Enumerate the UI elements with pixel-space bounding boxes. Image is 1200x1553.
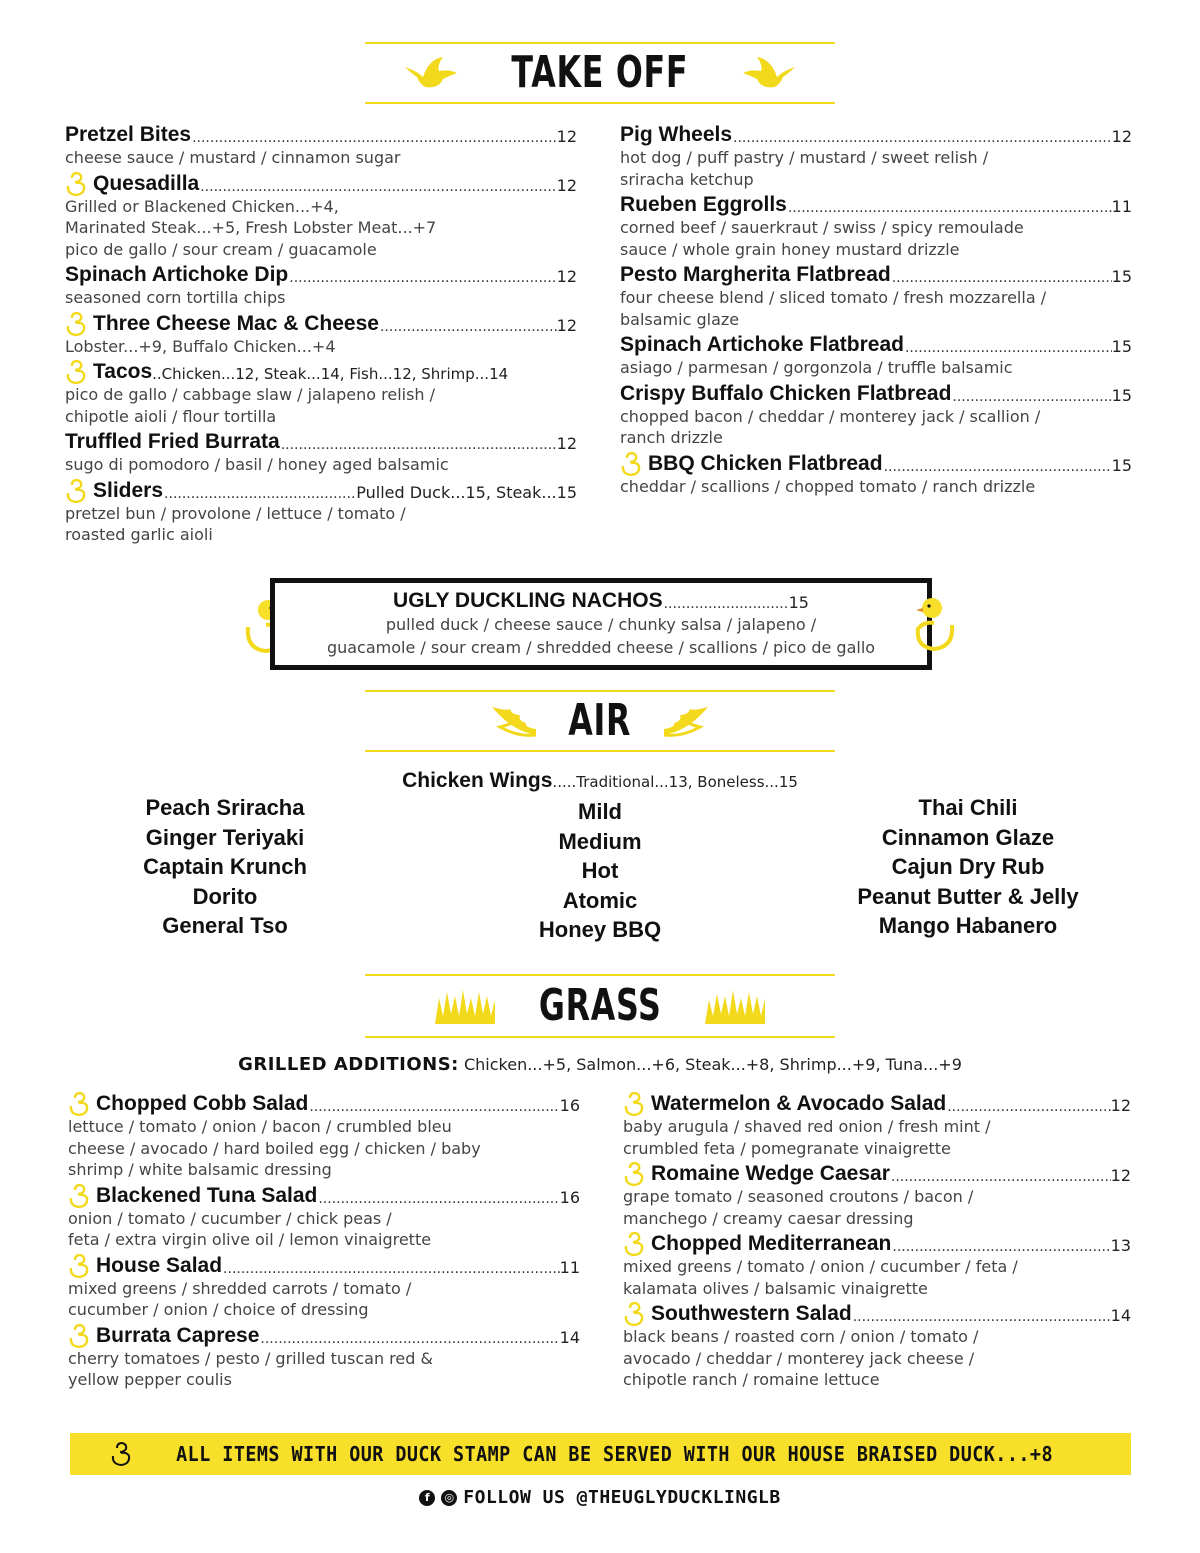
- duck-stamp-icon: [623, 1092, 645, 1116]
- chick-icon: [912, 595, 958, 653]
- item-description: pulled duck / cheese sauce / chunky salsa / jalapeno /: [385, 615, 817, 634]
- additions-values: Chicken...+5, Salmon...+6, Steak...+8, Shrimp...+9, Tuna...+9: [463, 1055, 962, 1074]
- item-price: 12: [1111, 127, 1132, 146]
- item-description: Marinated Steak...+5, Fresh Lobster Meat...+7: [65, 218, 437, 237]
- duck-stamp-icon: [623, 1302, 645, 1326]
- leader-dots: [892, 269, 1112, 287]
- item-name: UGLY DUCKLING NACHOS: [393, 589, 663, 612]
- item-description: kalamata olives / balsamic vinaigrette: [623, 1278, 928, 1298]
- item-description: grape tomato / seasoned croutons / bacon /: [623, 1187, 974, 1206]
- bird-icon: [403, 53, 459, 93]
- item-name: Romaine Wedge Caesar: [651, 1162, 890, 1185]
- item-line: [620, 263, 1132, 287]
- menu-item: [65, 312, 577, 358]
- leader-dots: [892, 1238, 1110, 1256]
- item-price: 11: [559, 1257, 580, 1277]
- grass-left-column: [68, 1092, 580, 1394]
- item-price: 16: [559, 1187, 580, 1207]
- item-description: mixed greens / tomato / onion / cucumber / feta /: [623, 1257, 1018, 1276]
- section-title-air: AIR: [568, 695, 632, 746]
- wing-flavor: Mango Habanero: [878, 913, 1058, 939]
- item-name: Watermelon & Avocado Salad: [651, 1092, 947, 1115]
- item-description: cucumber / onion / choice of dressing: [68, 1300, 369, 1319]
- instagram-icon[interactable]: ◎: [441, 1490, 457, 1506]
- item-price: 11: [1111, 197, 1132, 216]
- leader-dots: [733, 129, 1112, 147]
- item-name: Crispy Buffalo Chicken Flatbread: [620, 381, 952, 405]
- item-description: roasted garlic aioli: [65, 525, 213, 544]
- item-name: Three Cheese Mac & Cheese: [93, 311, 379, 335]
- item-description: sauce / whole grain honey mustard drizzle: [620, 239, 960, 259]
- item-description: shrimp / white balsamic dressing: [68, 1160, 332, 1179]
- menu-item: [68, 1324, 580, 1391]
- item-description: sriracha ketchup: [620, 169, 754, 189]
- leader-dots: [380, 318, 557, 336]
- menu-item: [620, 382, 1132, 449]
- item-line: [65, 312, 577, 336]
- wings-title-row: [0, 769, 1200, 793]
- leader-dots: [200, 178, 556, 196]
- footer: [0, 1487, 1200, 1508]
- item-name: Burrata Caprese: [96, 1323, 260, 1347]
- air-header: [365, 690, 835, 752]
- leader-dots: [788, 199, 1112, 217]
- leader-dots: [309, 1098, 559, 1116]
- item-line: [68, 1324, 580, 1348]
- item-name: Pig Wheels: [620, 123, 733, 146]
- item-line: [68, 1254, 580, 1278]
- item-name: Chicken Wings: [402, 769, 553, 792]
- item-price: 14: [559, 1327, 580, 1347]
- wing-flavor: Atomic: [562, 887, 638, 913]
- duck-stamp-icon: [110, 1441, 132, 1467]
- item-price: 14: [1110, 1306, 1131, 1325]
- item-line: [620, 452, 1132, 476]
- item-name: BBQ Chicken Flatbread: [648, 451, 883, 475]
- duck-stamp-icon: [623, 1162, 645, 1186]
- item-description: cheese / avocado / hard boiled egg / chicken / baby: [68, 1138, 481, 1158]
- menu-item: [65, 430, 577, 476]
- duck-stamp-icon: [65, 360, 87, 384]
- leader-dots: [318, 1190, 559, 1208]
- item-price: 12: [556, 315, 577, 335]
- item-description: chipotle aioli / flour tortilla: [65, 406, 277, 426]
- flavor-list-left: [110, 793, 340, 941]
- menu-item: [620, 452, 1132, 498]
- leader-dots: [289, 269, 556, 287]
- wings-icon: [662, 701, 718, 741]
- item-description: Lobster...+9, Buffalo Chicken...+4: [65, 336, 336, 356]
- section-title-grass: GRASS: [538, 980, 662, 1031]
- menu-item: [620, 333, 1132, 379]
- leader-dots: [192, 129, 557, 147]
- item-price: 12: [556, 175, 577, 195]
- wing-flavor: Hot: [581, 858, 619, 884]
- item-price: 15: [1111, 267, 1132, 286]
- wing-flavor: Captain Krunch: [143, 854, 307, 880]
- menu-item: [623, 1162, 1131, 1229]
- wing-flavor: Ginger Teriyaki: [145, 824, 305, 850]
- leader-dots: [664, 595, 789, 613]
- menu-item: [623, 1302, 1131, 1391]
- takeoff-right-column: [620, 123, 1132, 500]
- leader-dots: [947, 1098, 1110, 1116]
- item-price: 16: [559, 1096, 580, 1115]
- menu-item: [620, 123, 1132, 190]
- header-rule: [365, 102, 835, 104]
- duck-stamp-icon: [68, 1092, 90, 1116]
- menu-item: [65, 172, 577, 261]
- wing-flavor: General Tso: [162, 913, 288, 939]
- wing-flavor: Peach Sriracha: [145, 795, 305, 820]
- item-description: Grilled or Blackened Chicken...+4,: [65, 196, 339, 216]
- item-description: black beans / roasted corn / onion / tomato /: [623, 1327, 979, 1346]
- menu-item: [65, 360, 577, 427]
- duck-stamp-icon: [620, 452, 642, 476]
- item-name: Pesto Margherita Flatbread: [620, 263, 891, 286]
- grass-right-column: [623, 1092, 1131, 1394]
- item-price: 15: [1111, 455, 1132, 475]
- leader-dots: [952, 388, 1111, 406]
- leader-dots: [281, 436, 557, 454]
- grass-icon: [703, 986, 767, 1026]
- item-name: Blackened Tuna Salad: [96, 1183, 318, 1207]
- menu-item: [623, 1092, 1131, 1159]
- item-line: [623, 1232, 1131, 1256]
- menu-item: [623, 1232, 1131, 1299]
- duck-stamp-banner: [70, 1433, 1131, 1475]
- item-price: Pulled Duck...15, Steak...15: [356, 482, 577, 502]
- item-line: [623, 1302, 1131, 1326]
- item-line: [620, 193, 1132, 217]
- wings-title: [0, 769, 1200, 793]
- item-price: 15: [788, 593, 809, 612]
- leader-dots: [884, 458, 1112, 476]
- additions-label: GRILLED ADDITIONS:: [238, 1054, 459, 1075]
- wing-flavor: Honey BBQ: [538, 917, 662, 943]
- section-title-takeoff: TAKE OFF: [511, 47, 689, 98]
- item-description: guacamole / sour cream / shredded cheese / scallions / pico de gallo: [326, 638, 876, 657]
- item-description: lettuce / tomato / onion / bacon / crumbled bleu: [68, 1117, 452, 1136]
- item-description: mixed greens / shredded carrots / tomato /: [68, 1278, 412, 1298]
- item-price: 15: [1111, 337, 1132, 356]
- flavor-list-right: [838, 793, 1098, 941]
- wing-flavor: Dorito: [192, 883, 258, 909]
- footer-text: FOLLOW US @THEUGLYDUCKLINGLB: [463, 1487, 781, 1508]
- item-description: crumbled feta / pomegranate vinaigrette: [623, 1138, 951, 1158]
- wing-flavor: Cinnamon Glaze: [881, 824, 1055, 850]
- menu-item: [65, 479, 577, 546]
- leader-dots: [853, 1308, 1111, 1326]
- item-line: [68, 1184, 580, 1208]
- item-line: [623, 1162, 1131, 1186]
- duck-stamp-icon: [65, 172, 87, 196]
- item-line: [620, 333, 1132, 357]
- wing-flavor: Peanut Butter & Jelly: [857, 883, 1079, 909]
- item-description: yellow pepper coulis: [68, 1370, 232, 1389]
- item-description: cheddar / scallions / chopped tomato / ranch drizzle: [620, 476, 1036, 496]
- item-name: Chopped Cobb Salad: [96, 1092, 309, 1115]
- menu-item: [620, 193, 1132, 260]
- header-rule: [365, 750, 835, 752]
- item-name: Rueben Eggrolls: [620, 193, 787, 216]
- header-rule: [365, 1036, 835, 1038]
- item-name: Tacos: [93, 360, 153, 383]
- item-line: [65, 360, 577, 384]
- item-name: Pretzel Bites: [65, 123, 192, 146]
- nachos-box: [270, 578, 932, 670]
- item-price: 12: [1110, 1096, 1131, 1115]
- wing-flavor: Medium: [558, 828, 642, 854]
- item-description: baby arugula / shaved red onion / fresh mint /: [623, 1117, 991, 1136]
- item-description: pretzel bun / provolone / lettuce / tomato /: [65, 503, 406, 523]
- item-name: Truffled Fried Burrata: [65, 430, 280, 453]
- item-description: manchego / creamy caesar dressing: [623, 1208, 914, 1228]
- item-description: balsamic glaze: [620, 309, 740, 329]
- duck-stamp-icon: [65, 312, 87, 336]
- takeoff-header: [365, 42, 835, 104]
- item-line: [65, 479, 577, 503]
- item-name: Chopped Mediterranean: [651, 1232, 892, 1255]
- item-description: seasoned corn tortilla chips: [65, 288, 286, 307]
- item-price: 15: [1111, 385, 1132, 405]
- duck-stamp-icon: [68, 1324, 90, 1348]
- duck-stamp-icon: [68, 1184, 90, 1208]
- wings-icon: [482, 701, 538, 741]
- duck-stamp-icon: [65, 479, 87, 503]
- item-name: Southwestern Salad: [651, 1302, 852, 1325]
- item-description: chopped bacon / cheddar / monterey jack / scallion /: [620, 406, 1041, 426]
- grass-icon: [433, 986, 497, 1026]
- item-description: onion / tomato / cucumber / chick peas /: [68, 1208, 392, 1228]
- item-name: Sliders: [93, 478, 164, 502]
- item-price: 12: [556, 267, 577, 286]
- menu-item: [68, 1184, 580, 1251]
- item-line: [620, 382, 1132, 406]
- item-name: Spinach Artichoke Dip: [65, 263, 289, 286]
- duck-stamp-icon: [623, 1232, 645, 1256]
- wing-flavor: Mild: [578, 799, 622, 824]
- item-line: [623, 1092, 1131, 1116]
- item-price: .....Traditional...13, Boneless...15: [552, 773, 798, 791]
- menu-item: [65, 123, 577, 169]
- menu-item: [68, 1092, 580, 1181]
- item-name: Spinach Artichoke Flatbread: [620, 333, 904, 356]
- flavor-list-center: [485, 797, 715, 945]
- wing-flavor: Thai Chili: [918, 795, 1018, 820]
- leader-dots: [905, 339, 1112, 357]
- item-line: [65, 263, 577, 287]
- item-description: pico de gallo / cabbage slaw / jalapeno relish /: [65, 385, 436, 404]
- wing-flavor: Cajun Dry Rub: [891, 854, 1045, 880]
- item-description: hot dog / puff pastry / mustard / sweet relish /: [620, 148, 989, 167]
- item-line: [65, 430, 577, 454]
- item-price: ..Chicken...12, Steak...14, Fish...12, Shrimp...14: [152, 365, 509, 383]
- takeoff-left-column: [65, 123, 577, 549]
- item-line: [68, 1092, 580, 1116]
- item-description: four cheese blend / sliced tomato / fresh mozzarella /: [620, 288, 1047, 307]
- item-name: House Salad: [96, 1253, 223, 1277]
- item-description: corned beef / sauerkraut / swiss / spicy remoulade: [620, 218, 1024, 237]
- menu-item: [68, 1254, 580, 1321]
- leader-dots: [260, 1330, 559, 1348]
- item-description: cherry tomatoes / pesto / grilled tuscan red &: [68, 1348, 433, 1368]
- item-description: cheese sauce / mustard / cinnamon sugar: [65, 148, 401, 167]
- item-price: 12: [556, 127, 577, 146]
- bird-icon: [741, 53, 797, 93]
- item-description: avocado / cheddar / monterey jack cheese /: [623, 1348, 975, 1368]
- item-price: 12: [1110, 1166, 1131, 1185]
- facebook-icon[interactable]: f: [419, 1490, 435, 1506]
- item-price: 12: [556, 434, 577, 453]
- item-description: ranch drizzle: [620, 428, 723, 447]
- banner-text: ALL ITEMS WITH OUR DUCK STAMP CAN BE SERVED WITH OUR HOUSE BRAISED DUCK...+8: [176, 1442, 1053, 1466]
- leader-dots: [891, 1168, 1111, 1186]
- grass-header: [365, 974, 835, 1038]
- item-price: 13: [1110, 1236, 1131, 1255]
- item-description: asiago / parmesan / gorgonzola / truffle balsamic: [620, 358, 1013, 377]
- leader-dots: [164, 485, 356, 503]
- leader-dots: [223, 1260, 560, 1278]
- duck-stamp-icon: [68, 1254, 90, 1278]
- item-line: [65, 123, 577, 147]
- item-description: feta / extra virgin olive oil / lemon vinaigrette: [68, 1230, 432, 1249]
- grilled-additions: [0, 1054, 1200, 1075]
- menu-item: [620, 263, 1132, 330]
- item-line: [620, 123, 1132, 147]
- item-description: sugo di pomodoro / basil / honey aged balsamic: [65, 455, 449, 474]
- item-description: pico de gallo / sour cream / guacamole: [65, 239, 377, 259]
- item-description: chipotle ranch / romaine lettuce: [623, 1370, 880, 1389]
- item-name: Quesadilla: [93, 171, 200, 195]
- item-line: [65, 172, 577, 196]
- menu-item: [65, 263, 577, 309]
